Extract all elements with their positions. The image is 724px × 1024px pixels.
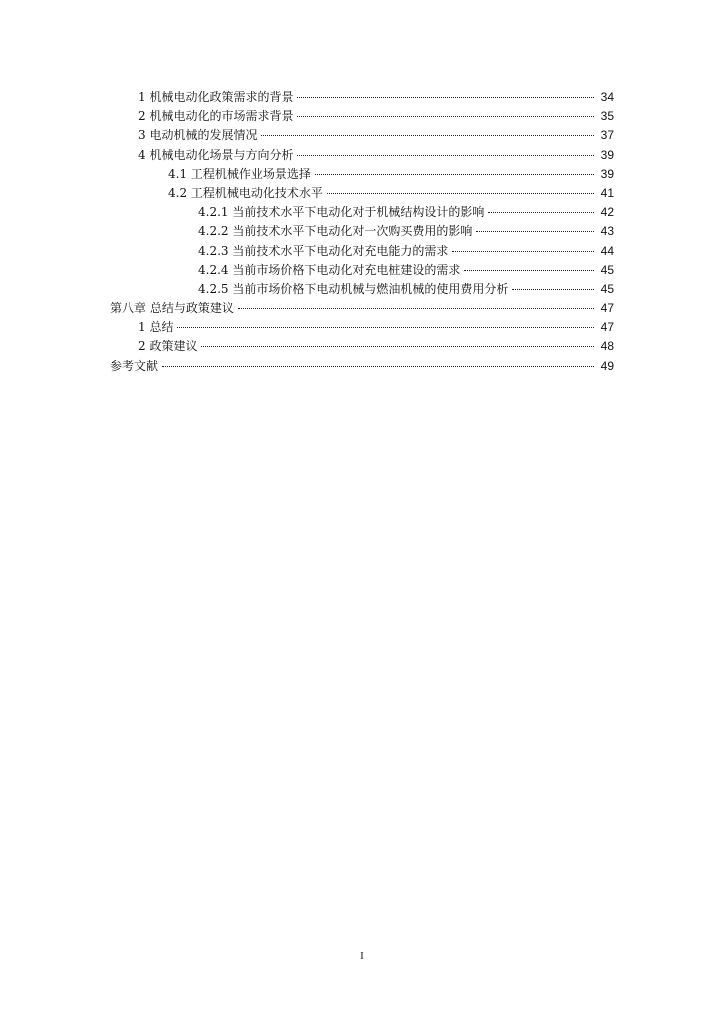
toc-entry-title: 3 电动机械的发展情况: [138, 128, 258, 143]
toc-entry-page-number: 35: [600, 109, 614, 124]
toc-dot-leader: [315, 174, 594, 175]
toc-dot-leader: [297, 116, 594, 117]
toc-dot-leader: [297, 97, 594, 98]
toc-entry-title: 4.2.2 当前技术水平下电动化对一次购买费用的影响: [198, 224, 473, 239]
toc-entry-title: 1 机械电动化政策需求的背景: [138, 90, 294, 104]
toc-entry-page-number: 44: [600, 243, 614, 258]
toc-dot-leader: [327, 193, 594, 194]
toc-entry-page-number: 39: [600, 166, 614, 181]
toc-entry-title: 4.2 工程机械电动化技术水平: [168, 185, 323, 200]
toc-entry[interactable]: [110, 88, 614, 107]
toc-entry-title: 第八章 总结与政策建议: [110, 301, 234, 316]
toc-entry[interactable]: [110, 261, 614, 280]
toc-entry[interactable]: [110, 126, 614, 145]
toc-entry[interactable]: [110, 107, 614, 126]
toc-dot-leader: [512, 289, 594, 290]
toc-dot-leader: [261, 135, 594, 136]
toc-dot-leader: [488, 212, 594, 213]
toc-entry-title: 4 机械电动化场景与方向分析: [138, 147, 294, 162]
toc-entry-page-number: 39: [600, 147, 614, 162]
toc-entry-title: 4.1 工程机械作业场景选择: [168, 166, 311, 181]
toc-entry[interactable]: [110, 242, 614, 261]
toc-dot-leader: [452, 251, 594, 252]
toc-entry-title: 4.2.3 当前技术水平下电动化对充电能力的需求: [198, 243, 449, 258]
toc-dot-leader: [464, 270, 594, 271]
toc-entry-page-number: 45: [600, 262, 614, 277]
toc-entry-page-number: 37: [600, 128, 614, 143]
toc-entry-page-number: 49: [600, 358, 614, 373]
toc-entry-page-number: 41: [600, 185, 614, 200]
toc-entry[interactable]: [110, 184, 614, 203]
table-of-contents: [110, 88, 614, 376]
toc-entry-title: 2 政策建议: [138, 339, 198, 354]
toc-entry-title: 4.2.5 当前市场价格下电动机械与燃油机械的使用费用分析: [198, 281, 509, 296]
toc-dot-leader: [476, 231, 594, 232]
toc-entry-page-number: 47: [600, 301, 614, 316]
toc-dot-leader: [177, 327, 594, 328]
toc-entry[interactable]: [110, 357, 614, 376]
toc-entry[interactable]: [110, 146, 614, 165]
toc-dot-leader: [238, 308, 594, 309]
toc-entry[interactable]: [110, 203, 614, 222]
toc-entry-title: 参考文献: [110, 358, 159, 373]
toc-dot-leader: [162, 366, 594, 367]
toc-entry-page-number: 45: [600, 281, 614, 296]
toc-entry-page-number: 42: [600, 205, 614, 220]
toc-entry[interactable]: [110, 222, 614, 241]
footer-page-number: I: [360, 950, 364, 962]
toc-entry-page-number: 43: [600, 224, 614, 239]
toc-entry-title: 1 总结: [138, 320, 174, 335]
toc-entry-page-number: 48: [600, 339, 614, 354]
toc-entry-title: 4.2.1 当前技术水平下电动化对于机械结构设计的影响: [198, 205, 485, 220]
toc-entry-page-number: 47: [600, 320, 614, 335]
toc-entry[interactable]: [110, 299, 614, 318]
toc-entry[interactable]: [110, 337, 614, 356]
toc-entry-page-number: 34: [600, 90, 614, 104]
toc-entry-title: 4.2.4 当前市场价格下电动化对充电桩建设的需求: [198, 262, 461, 277]
toc-entry[interactable]: [110, 280, 614, 299]
toc-entry-title: 2 机械电动化的市场需求背景: [138, 109, 294, 124]
toc-dot-leader: [297, 155, 594, 156]
toc-dot-leader: [201, 346, 594, 347]
toc-entry[interactable]: [110, 165, 614, 184]
toc-entry[interactable]: [110, 318, 614, 337]
